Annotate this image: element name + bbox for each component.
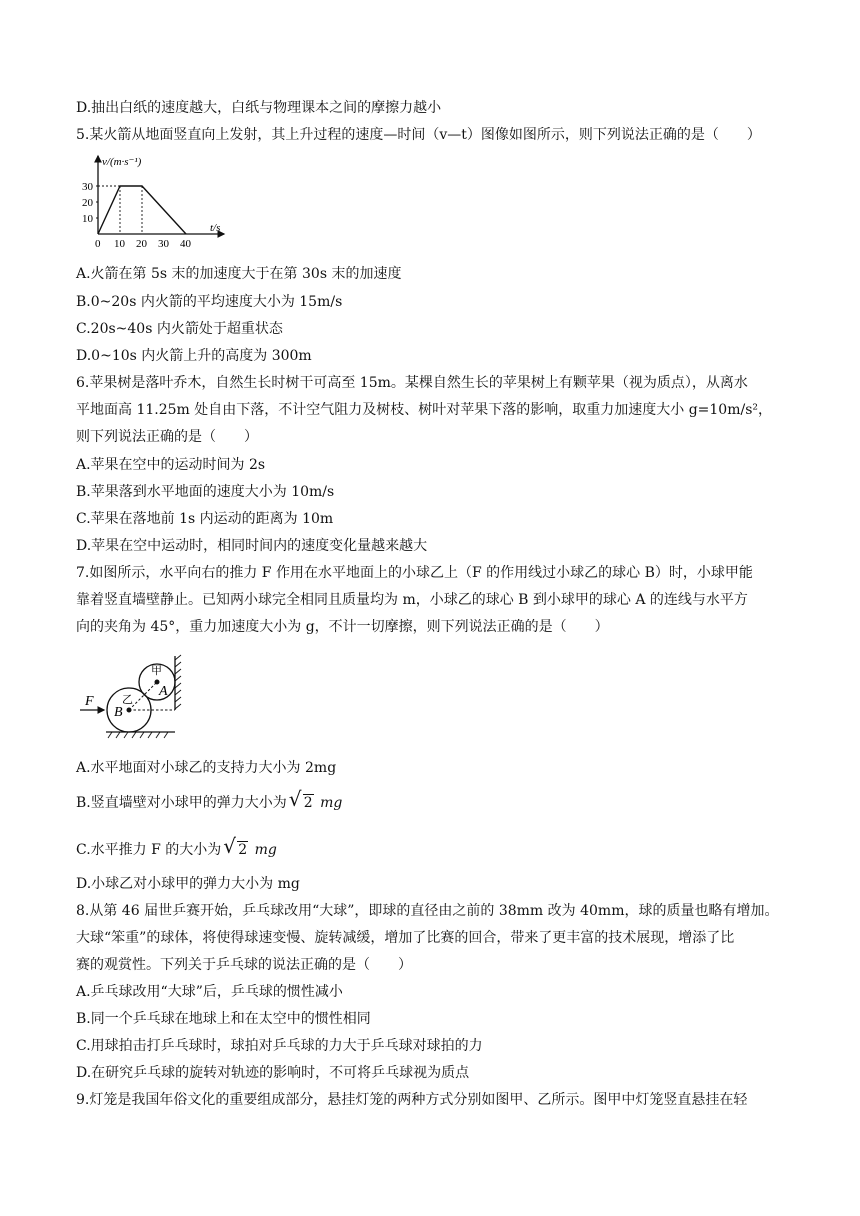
label-jia: 甲 [151, 665, 162, 677]
q6-stem-line-2: 平地面高 11.25m 处自由下落，不计空气阻力及树枝、树叶对苹果下落的影响，取重力加速度大小 g=10m/s²， [76, 402, 772, 418]
ground-hatching [108, 732, 168, 738]
x-tick-label: 10 [114, 238, 125, 250]
q7-option-b: B.竖直墙壁对小球甲的弹力大小为 √ 2 mg [76, 787, 343, 811]
x-tick-label: 0 [95, 238, 101, 250]
label-f: F [85, 694, 94, 709]
q8-option-c: C.用球拍击打乒乓球时，球拍对乒乓球的力大于乒乓球对球拍的力 [76, 1038, 483, 1054]
y-axis-label: v/(m·s⁻¹) [102, 156, 142, 168]
q9-stem-line-1: 9.灯笼是我国年俗文化的重要组成部分，悬挂灯笼的两种方式分别如图甲、乙所示。图甲中灯笼竖直悬挂在轻 [76, 1092, 748, 1108]
x-tick-label: 20 [136, 238, 147, 250]
q6-stem-line-1: 6.苹果树是落叶乔木，自然生长时树干可高至 15m。某棵自然生长的苹果树上有颗苹果（视为质点），从离水 [76, 375, 748, 391]
wall-hatching [175, 655, 181, 709]
y-tick-label: 20 [82, 197, 93, 209]
q5-stem: 5.某火箭从地面竖直向上发射，其上升过程的速度—时间（v—t）图像如图所示，则下列说法正确的是（ ） [76, 127, 761, 143]
q8-stem-line-2: 大球“笨重”的球体，将使得球速变慢、旋转减缓，增加了比赛的回合，带来了更丰富的技术展现，增添了比 [76, 930, 735, 946]
q7-stem-line-2: 靠着竖直墙壁静止。已知两小球完全相同且质量均为 m，小球乙的球心 B 到小球甲的球心 A 的连线与水平方 [76, 592, 748, 608]
center-line-ab [129, 682, 157, 710]
y-tick-label: 10 [82, 213, 93, 225]
q5-option-b: B.0~20s 内火箭的平均速度大小为 15m/s [76, 294, 343, 310]
q8-option-b: B.同一个乒乓球在地球上和在太空中的惯性相同 [76, 1011, 371, 1027]
q7-stem-line-3: 向的夹角为 45°，重力加速度大小为 g，不计一切摩擦，则下列说法正确的是（ ） [76, 619, 609, 635]
q4-option-d: D.抽出白纸的速度越大，白纸与物理课本之间的摩擦力越小 [76, 100, 442, 116]
q8-option-d: D.在研究乒乓球的旋转对轨迹的影响时，不可将乒乓球视为质点 [76, 1065, 470, 1081]
q7-option-a: A.水平地面对小球乙的支持力大小为 2mg [76, 760, 337, 776]
q5-option-a: A.火箭在第 5s 末的加速度大于在第 30s 末的加速度 [76, 266, 402, 282]
q7-stem-line-1: 7.如图所示，水平向右的推力 F 作用在水平地面上的小球乙上（F 的作用线过小球乙的球心 B）时，小球甲能 [76, 565, 753, 581]
q6-option-d: D.苹果在空中运动时，相同时间内的速度变化量越来越大 [76, 538, 428, 554]
x-axis-label: t/s [210, 222, 221, 234]
q6-option-b: B.苹果落到水平地面的速度大小为 10m/s [76, 484, 335, 500]
q8-stem-line-3: 赛的观赏性。下列关于乒乓球的说法正确的是（ ） [76, 957, 412, 973]
center-b-dot [127, 708, 132, 713]
label-b: B [114, 705, 123, 720]
q6-option-a: A.苹果在空中的运动时间为 2s [76, 457, 266, 473]
x-tick-label: 30 [158, 238, 169, 250]
q5-option-c: C.20s~40s 内火箭处于超重状态 [76, 321, 283, 337]
label-a: A [159, 684, 168, 699]
q8-stem-line-1: 8.从第 46 届世乒赛开始，乒乓球改用“大球”，即球的直径由之前的 38mm 改为 40mm，球的质量也略有增加。 [76, 903, 779, 919]
q7-option-c: C.水平推力 F 的大小为 √ 2 mg [76, 834, 277, 858]
q5-vt-chart [76, 152, 232, 252]
x-tick-label: 40 [180, 238, 191, 250]
q7-balls-figure [76, 650, 196, 750]
label-yi: 乙 [122, 694, 133, 706]
q8-option-a: A.乒乓球改用“大球”后，乒乓球的惯性减小 [76, 984, 343, 1000]
q6-stem-line-3: 则下列说法正确的是（ ） [76, 429, 258, 445]
q5-option-d: D.0~10s 内火箭上升的高度为 300m [76, 348, 312, 364]
q6-option-c: C.苹果在落地前 1s 内运动的距离为 10m [76, 511, 334, 527]
y-tick-label: 30 [82, 181, 93, 193]
q7-option-d: D.小球乙对小球甲的弹力大小为 mg [76, 876, 300, 892]
